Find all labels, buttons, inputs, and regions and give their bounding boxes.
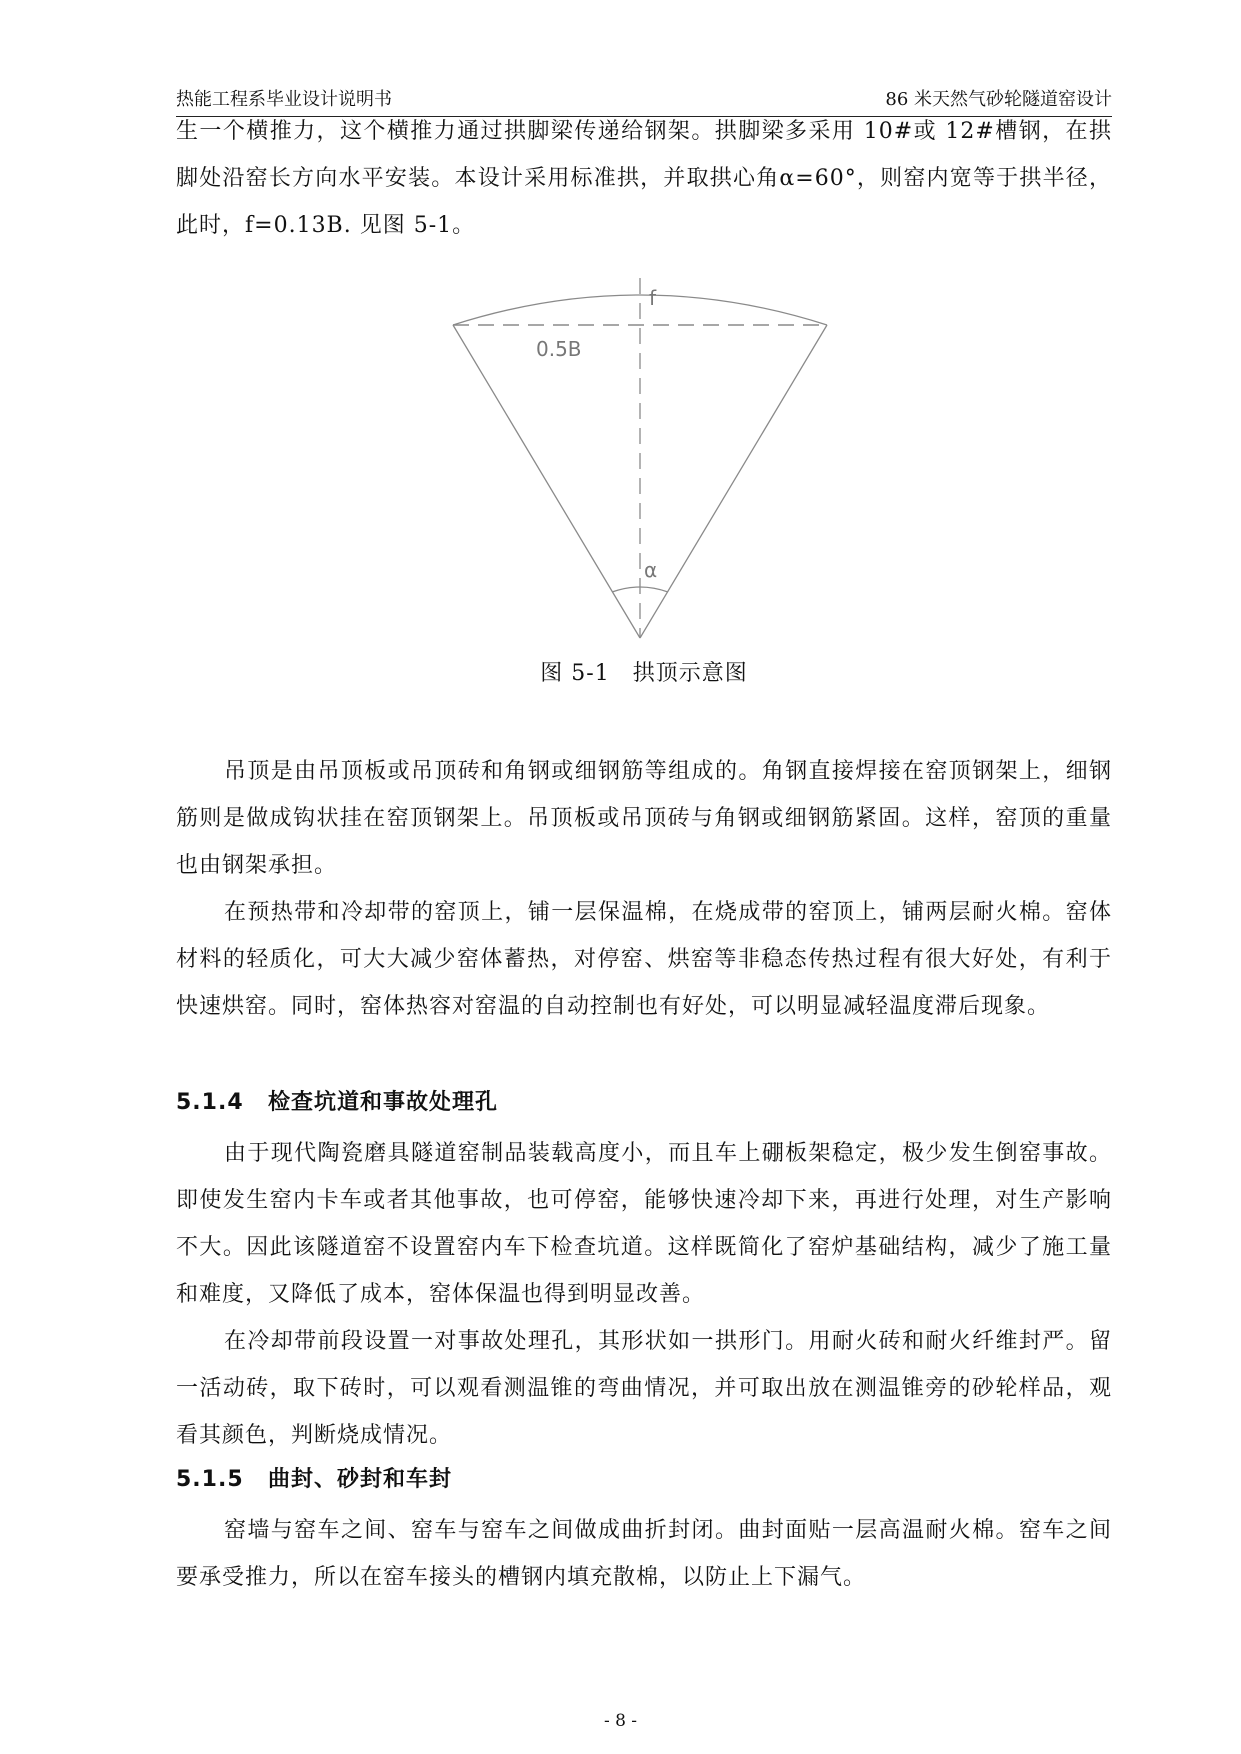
section-5-1-4-paragraph-1: 由于现代陶瓷磨具隧道窑制品装载高度小，而且车上硼板架稳定，极少发生倒窑事故。即使发生窑内卡车或者其他事故，也可停窑，能够快速冷却下来，再进行处理，对生产影响不大。因此该隧道窑不设置窑内车下检查坑道。这样既简化了窑炉基础结构，减少了施工量和难度，又降低了成本，窑体保温也得到明显改善。	[176, 1141, 1112, 1307]
section-5-1-5-paragraph-1: 窑墙与窑车之间、窑车与窑车之间做成曲折封闭。曲封面贴一层高温耐火棉。窑车之间要承受推力，所以在窑车接头的槽钢内填充散棉，以防止上下漏气。	[176, 1518, 1112, 1590]
left-radius-line	[453, 325, 640, 638]
section-5-1-5-heading	[176, 1460, 1112, 1500]
header-left-title: 热能工程系毕业设计说明书	[176, 89, 392, 110]
section-5-1-4-heading	[176, 1083, 1112, 1123]
arch-diagram-svg	[440, 270, 860, 650]
section-5-1-4-paragraph-2: 在冷却带前段设置一对事故处理孔，其形状如一拱形门。用耐火砖和耐火纤维封严。留一活动砖，取下砖时，可以观看测温锥的弯曲情况，并可取出放在测温锥旁的砂轮样品，观看其颜色，判断烧成情况。	[176, 1329, 1112, 1448]
section-5-1-4-number: 5.1.4	[176, 1090, 244, 1115]
label-f: f	[649, 286, 657, 310]
label-alpha: α	[644, 558, 658, 582]
section-5-1-4-title: 检查坑道和事故处理孔	[268, 1090, 499, 1115]
intro-paragraph: 生一个横推力，这个横推力通过拱脚梁传递给钢架。拱脚梁多采用 10#或 12#槽钢，在拱脚处沿窑长方向水平安装。本设计采用标准拱，并取拱心角α=60°，则窑内宽等于拱半径，此时，f=0.13B. 见图 5-1。	[176, 119, 1112, 238]
section-5-1-5-number: 5.1.5	[176, 1467, 244, 1492]
body-paragraph-2: 在预热带和冷却带的窑顶上，铺一层保温棉，在烧成带的窑顶上，铺两层耐火棉。窑体材料的轻质化，可大大减少窑体蓄热，对停窑、烘窑等非稳态传热过程有很大好处，有利于快速烘窑。同时，窑体热容对窑温的自动控制也有好处，可以明显减轻温度滞后现象。	[176, 900, 1112, 1019]
right-radius-line	[640, 325, 827, 638]
label-half-b: 0.5B	[536, 337, 582, 361]
header-right-title: 86 米天然气砂轮隧道窑设计	[885, 89, 1112, 110]
arch-diagram	[440, 270, 860, 650]
body-paragraph-1: 吊顶是由吊顶板或吊顶砖和角钢或细钢筋等组成的。角钢直接焊接在窑顶钢架上，细钢筋则是做成钩状挂在窑顶钢架上。吊顶板或吊顶砖与角钢或细钢筋紧固。这样，窑顶的重量也由钢架承担。	[176, 759, 1112, 878]
section-5-1-5-title: 曲封、砂封和车封	[268, 1467, 453, 1492]
figure-caption: 图 5-1 拱顶示意图	[540, 661, 748, 686]
page-number: - 8 -	[603, 1711, 638, 1731]
